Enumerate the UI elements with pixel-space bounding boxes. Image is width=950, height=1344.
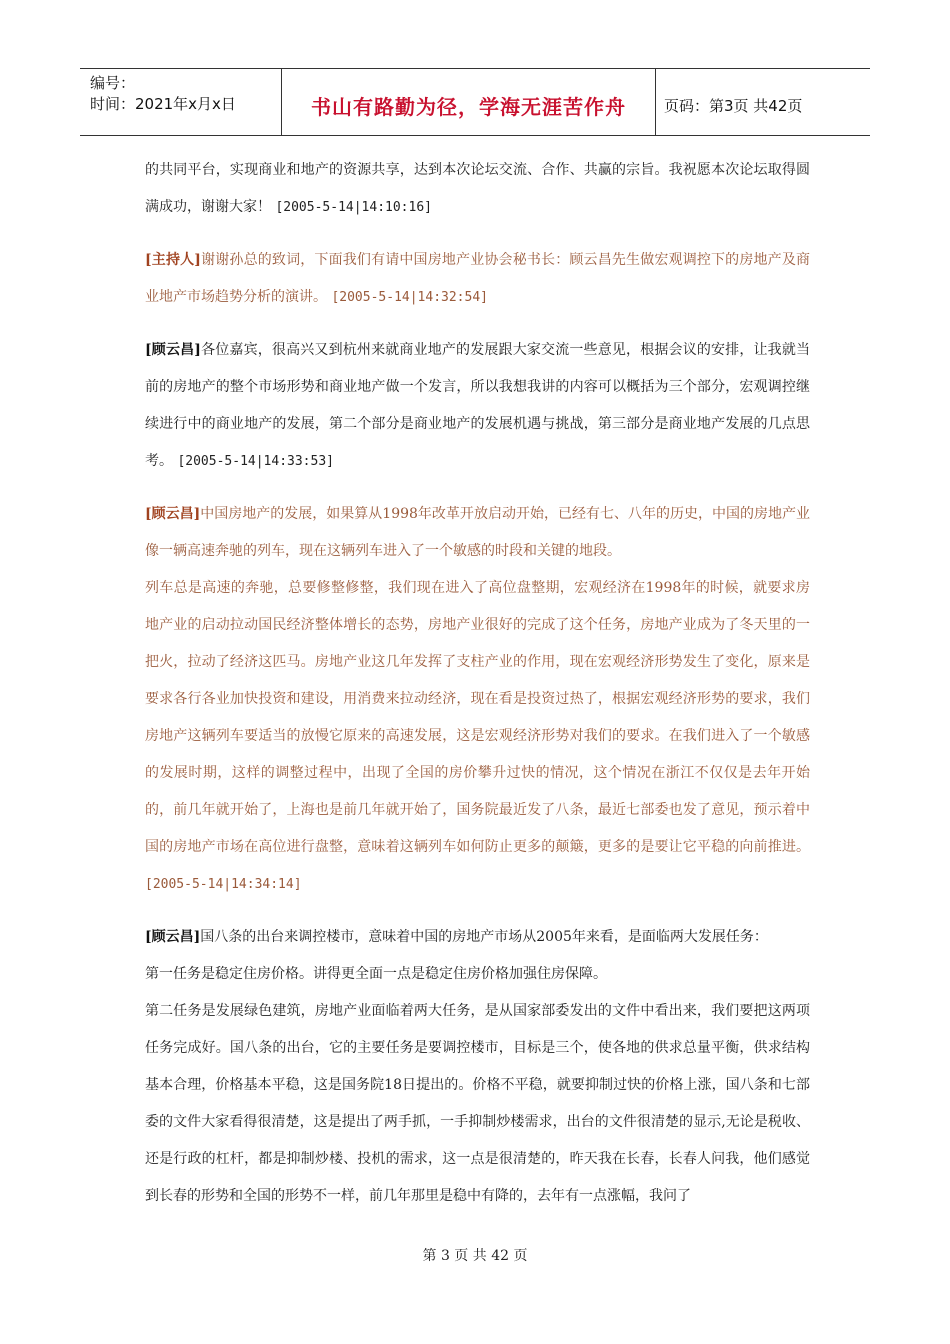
paragraph-text: 列车总是高速的奔驰，总要修整修整，我们现在进入了高位盘整期，宏观经济在1998年的时候，就要求房地产业的启动拉动国民经济整体增长的态势，房地产业很好的完成了这个任务，房地产业成为了冬天里的一把火，拉动了经济这匹马。房地产业这几年发挥了支柱产业的作用，现在宏观经济形势发生了变化，原来是要求各行各业加快投资和建设，用消费来拉动经济，现在看是投资过热了，根据宏观经济形势的要求，我们房地产这辆列车要适当的放慢它原来的高速发展，这是宏观经济形势对我们的要求。在我们进入了一个敏感的发展时期，这样的调整过程中，出现了全国的房价攀升过快的情况，这个情况在浙江不仅仅是去年开始的，前几年就开始了，上海也是前几年就开始了，国务院最近发了八条，最近七部委也发了意见，预示着中国的房地产市场在高位进行盘整，意味着这辆列车如何防止更多的颠簸，更多的是要让它平稳的向前推进。 <box>145 580 810 855</box>
timestamp: [2005-5-14|14:33:53] <box>177 454 334 469</box>
header-page-info: 页码：第3页 共42页 <box>664 96 803 115</box>
paragraph-text: 第二任务是发展绿色建筑，房地产业面临着两大任务，是从国家部委发出的文件中看出来，我们要把这两项任务完成好。国八条的出台，它的主要任务是要调控楼市，目标是三个，使各地的供求总量平衡，供求结构基本合理，价格基本平稳，这是国务院18日提出的。价格不平稳，就要抑制过快的价格上涨，国八条和七部委的文件大家看得很清楚，这是提出了两手抓，一手抑制炒楼需求，出台的文件很清楚的显示,无论是税收、还是行政的杠杆，都是抑制炒楼、投机的需求，这一点是很清楚的，昨天我在长春，长春人问我，他们感觉到长春的形势和全国的形势不一样，前几年那里是稳中有降的，去年有一点涨幅，我问了 <box>145 1003 810 1204</box>
paragraph-text: 谢谢孙总的致词，下面我们有请中国房地产业协会秘书长：顾云昌先生做宏观调控下的房地产及商业地产市场趋势分析的演讲。 <box>145 252 811 305</box>
number-label: 编号： <box>90 74 136 92</box>
paragraph-2 <box>145 242 810 316</box>
paragraph-text: 国八条的出台来调控楼市，意味着中国的房地产市场从2005年来看，是面临两大发展任务： <box>200 929 768 945</box>
timestamp: [2005-5-14|14:32:54] <box>331 290 488 305</box>
paragraph-3 <box>145 332 810 480</box>
body-content <box>145 152 810 1215</box>
paragraph-text: 中国房地产的发展，如果算从1998年改革开放启动开始，已经有七、八年的历史，中国的房地产业像一辆高速奔驰的列车，现在这辆列车进入了一个敏感的时段和关键的地段。 <box>145 506 810 559</box>
header-left-cell <box>80 69 282 135</box>
speaker-label: [顾云昌] <box>145 506 201 522</box>
speaker-label: [顾云昌] <box>145 342 201 358</box>
paragraph-8 <box>145 993 810 1215</box>
timestamp: [2005-5-14|14:10:16] <box>275 200 432 215</box>
paragraph-5 <box>145 570 810 903</box>
paragraph-1 <box>145 152 810 226</box>
paragraph-text: 的共同平台，实现商业和地产的资源共享，达到本次论坛交流、合作、共赢的宗旨。我祝愿本次论坛取得圆满成功，谢谢大家！ <box>145 162 810 215</box>
time-label: 时间：2021年x月x日 <box>90 95 236 113</box>
header-table <box>80 68 870 136</box>
paragraph-text: 各位嘉宾，很高兴又到杭州来就商业地产的发展跟大家交流一些意见，根据会议的安排，让我就当前的房地产的整个市场形势和商业地产做一个发言，所以我想我讲的内容可以概括为三个部分，宏观调控继续进行中的商业地产的发展，第二个部分是商业地产的发展机遇与挑战，第三部分是商业地产发展的几点思考。 <box>145 342 811 469</box>
paragraph-7 <box>145 956 810 993</box>
paragraph-4 <box>145 496 810 570</box>
timestamp: [2005-5-14|14:34:14] <box>145 877 302 892</box>
page-footer: 第 3 页 共 42 页 <box>422 1248 528 1264</box>
speaker-label: [主持人] <box>145 252 201 268</box>
header-motto: 书山有路勤为径，学海无涯苦作舟 <box>282 69 656 135</box>
paragraph-text: 第一任务是稳定住房价格。讲得更全面一点是稳定住房价格加强住房保障。 <box>145 966 607 982</box>
speaker-label: [顾云昌] <box>145 929 201 945</box>
paragraph-6 <box>145 919 810 956</box>
